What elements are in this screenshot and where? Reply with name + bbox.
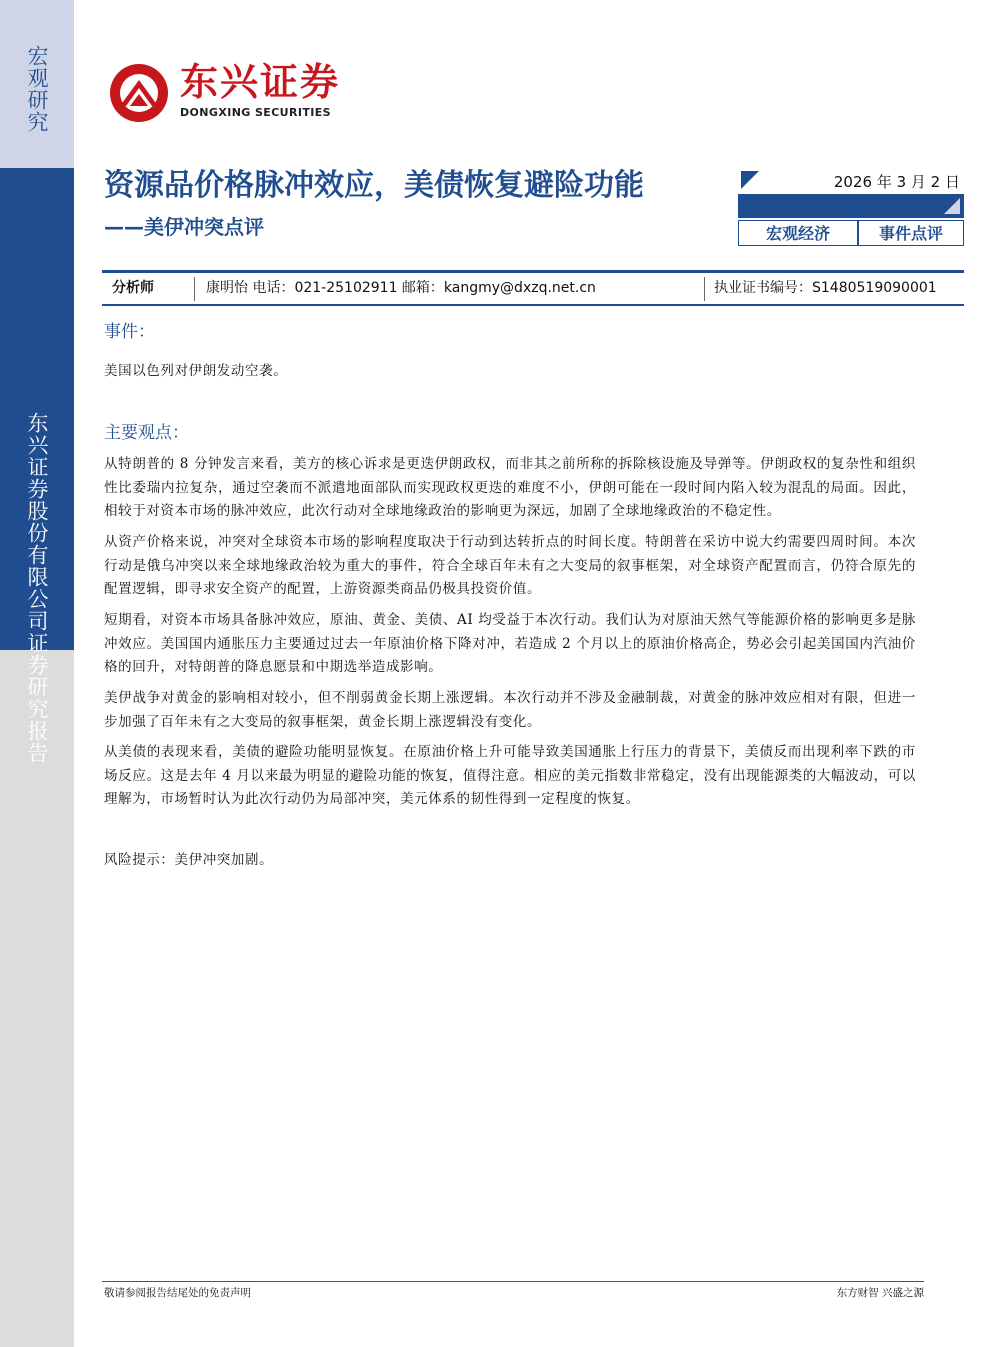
event-heading: 事件： <box>104 322 155 342</box>
date-box-band <box>738 196 964 218</box>
divider <box>194 277 195 301</box>
views-heading: 主要观点： <box>104 423 189 443</box>
view-paragraph-3: 短期看，对资本市场具备脉冲效应，原油、黄金、美债、AI 均受益于本次行动。我们认为对原油天然气等能源价格的影响更多是脉冲效应。美国国内通胀压力主要通过过去一年原油价格下降对冲，若造成 2 个月以上的原油价格高企，势必会引起美国国内汽油价格的回升，对特朗普的降息愿景和中期选举造成影响。 <box>104 612 916 675</box>
left-sidebar <box>0 0 74 1347</box>
footer-disclaimer: 敬请参阅报告结尾处的免责声明 <box>104 1287 251 1299</box>
event-text: 美国以色列对伊朗发动空袭。 <box>104 363 288 379</box>
view-paragraph-2: 从资产价格来说，冲突对全球资本市场的影响程度取决于行动到达转折点的时间长度。特朗普在采访中说大约需要四周时间。本次行动是俄乌冲突以来全球地缘政治较为重大的事件，符合全球百年未有之大变局的叙事框架，对全球资产配置而言，仍符合原先的配置逻辑，即寻求安全资产的配置，上游资源类商品仍极具投资价值。 <box>104 534 916 597</box>
analyst-cert: 执业证书编号：S1480519090001 <box>714 280 937 296</box>
tag-event-review: 事件点评 <box>858 220 964 246</box>
report-title: 资源品价格脉冲效应，美债恢复避险功能 <box>104 168 644 203</box>
divider <box>704 277 705 301</box>
analyst-bar <box>102 270 964 306</box>
date-box <box>738 168 964 248</box>
report-date: 2026 年 3 月 2 日 <box>833 173 960 191</box>
risk-warning: 风险提示：美伊冲突加剧。 <box>104 852 274 868</box>
footer-divider <box>102 1281 924 1282</box>
logo-name-cn: 东兴证券 <box>180 60 341 104</box>
tag-macro-economy: 宏观经济 <box>738 220 858 246</box>
band-triangle-icon <box>944 198 960 214</box>
sidebar-category: 宏观研究 <box>25 45 49 133</box>
sidebar-company-block <box>0 168 74 764</box>
footer-slogan: 东方财智 兴盛之源 <box>836 1287 924 1299</box>
company-logo-icon <box>108 62 170 124</box>
logo-name-en: DONGXING SECURITIES <box>180 106 331 119</box>
view-paragraph-5: 从美债的表现来看，美债的避险功能明显恢复。在原油价格上升可能导致美国通胀上行压力的背景下，美债反而出现利率下跌的市场反应。这是去年 4 月以来最为明显的避险功能的恢复，值得注意。相应的美元指数非常稳定，没有出现能源类的大幅波动，可以理解为，市场暂时认为此次行动仍为局部冲突，美元体系的韧性得到一定程度的恢复。 <box>104 744 916 807</box>
view-paragraph-1: 从特朗普的 8 分钟发言来看，美方的核心诉求是更迭伊朗政权，而非其之前所称的拆除核设施及导弹等。伊朗政权的复杂性和组织性比委瑞内拉复杂，通过空袭而不派遣地面部队而实现政权更迭的难度不小，伊朗可能在一段时间内陷入较为混乱的局面。因此，相较于对资本市场的脉冲效应，此次行动对全球地缘政治的影响更为深远，加剧了全球地缘政治的不稳定性。 <box>104 456 916 519</box>
analyst-label: 分析师 <box>112 280 154 296</box>
sidebar-category-block <box>0 0 74 168</box>
analyst-info: 康明怡 电话：021-25102911 邮箱：kangmy@dxzq.net.cn <box>206 280 596 296</box>
view-paragraph-4: 美伊战争对黄金的影响相对较小，但不削弱黄金长期上涨逻辑。本次行动并不涉及金融制裁，对黄金的脉冲效应相对有限，但进一步加强了百年未有之大变局的叙事框架，黄金长期上涨逻辑没有变化。 <box>104 690 916 730</box>
sidebar-company-report: 东兴证券股份有限公司证券研究报告 <box>25 412 49 764</box>
corner-triangle-icon <box>741 171 759 189</box>
report-subtitle: ——美伊冲突点评 <box>104 215 264 239</box>
